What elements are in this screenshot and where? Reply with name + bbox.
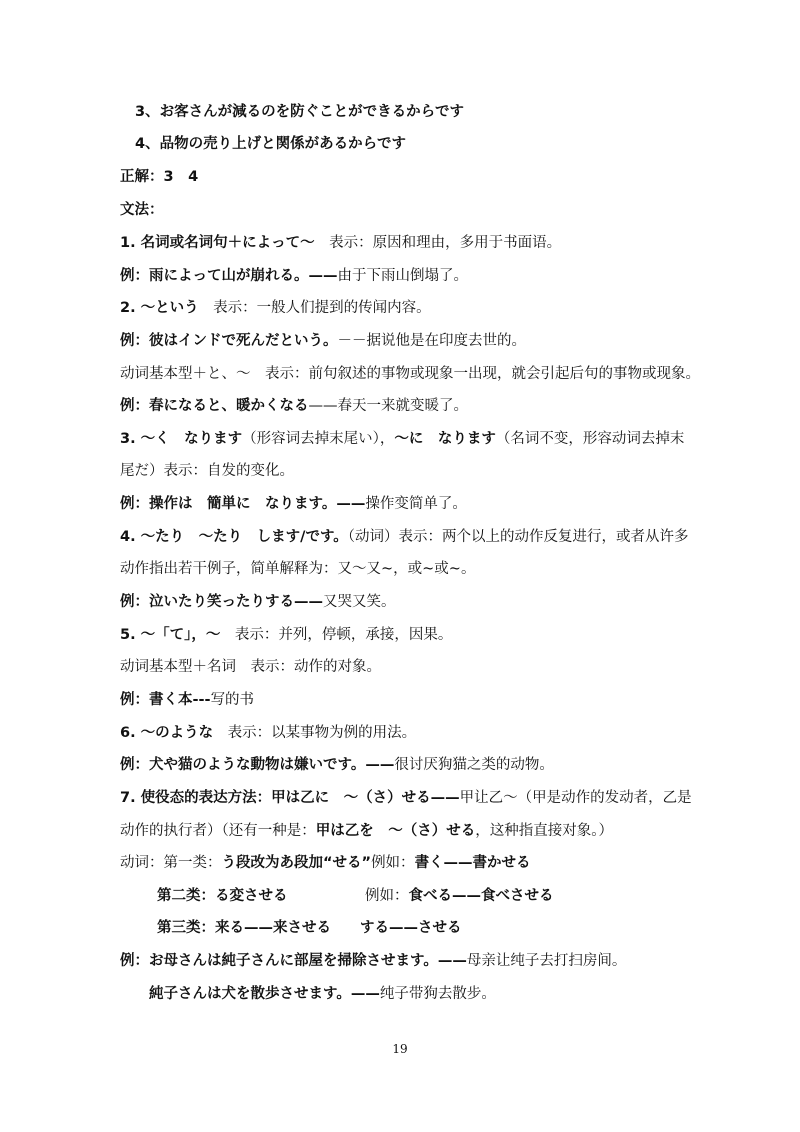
example-7b: 純子さんは犬を散歩させます。——纯子带狗去散步。 [149,986,496,1002]
grammar-point-7-cont: 动作的执行者）（还有一种是：甲は乙を ～（さ）せる，这种指直接对象。） [120,823,613,839]
answer-option-3: 3、お客さんが減るのを防ぐことができるからです [135,104,464,120]
example-5: 例：書く本---写的书 [120,692,255,708]
grammar-point-4-cont: 动作指出若干例子，简单解释为：又～又~，或~或~。 [120,561,476,577]
page-number: 19 [392,1042,408,1056]
grammar-point-7: 7. 使役态的表达方法：甲は乙に ～（さ）せる——甲让乙～（甲是动作的发动者，乙是 [120,790,692,806]
grammar-point-5-sub: 动词基本型＋名词 表示：动作的对象。 [120,659,381,675]
example-7a: 例：お母さんは純子さんに部屋を掃除させます。——母亲让纯子去打扫房间。 [120,953,627,969]
example-to: 例：春になると、暖かくなる——春天一来就变暖了。 [120,398,468,414]
answer-option-4: 4、品物の売り上げと関係があるからです [135,136,406,152]
grammar-point-2: 2. ～という 表示：一般人们提到的传闻内容。 [120,300,431,316]
correct-answer: 正解：3 4 [120,169,199,185]
grammar-point-5: 5. ～「て」，～ 表示：并列，停顿，承接，因果。 [120,627,453,643]
verb-class-2-example: 例如：食べる——食べさせる [365,888,554,904]
example-4: 例：泣いたり笑ったりする——又哭又笑。 [120,594,396,610]
verb-class-1: 动词：第一类：う段改为あ段加“せる”例如：書く——書かせる [120,855,531,871]
verb-class-3: 第三类：来る——来させる する——させる [157,920,462,936]
grammar-point-to: 动词基本型＋と、～ 表示：前句叙述的事物或现象一出现，就会引起后句的事物或现象。 [120,366,700,382]
grammar-point-3-cont: 尾だ）表示：自发的变化。 [120,463,294,479]
grammar-point-3: 3. ～く なります（形容词去掉末尾い），～に なります（名词不变，形容动词去掉末 [120,431,685,447]
example-3: 例：操作は 簡単に なります。——操作变简单了。 [120,496,467,512]
example-1: 例：雨によって山が崩れる。——由于下雨山倒塌了。 [120,268,468,284]
grammar-point-6: 6. ～のような 表示：以某事物为例的用法。 [120,725,417,741]
grammar-point-4: 4. ～たり ～たり します/です。（动词）表示：两个以上的动作反复进行，或者从许多 [120,529,689,545]
grammar-point-1: 1. 名词或名词句＋によって～ 表示：原因和理由，多用于书面语。 [120,235,562,251]
grammar-heading: 文法： [120,202,164,218]
example-6: 例：犬や猫のような動物は嫌いです。——很讨厌狗猫之类的动物。 [120,757,554,773]
verb-class-2: 第二类：る変させる [157,888,288,904]
example-2: 例：彼はインドで死んだという。－－据说他是在印度去世的。 [120,333,526,349]
